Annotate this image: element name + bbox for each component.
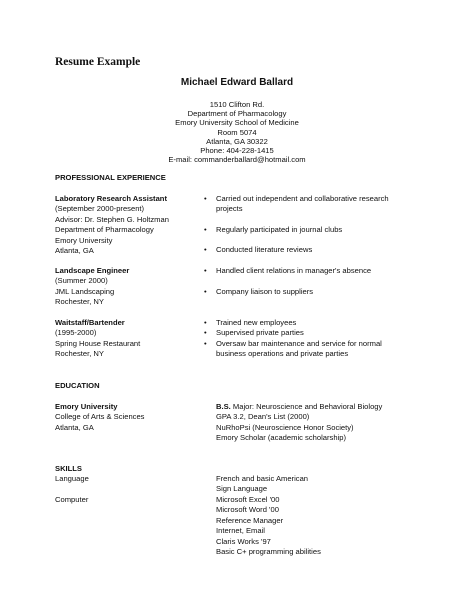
job-2-location: Rochester, NY [55,297,104,307]
job-1-dates: (September 2000-present) [55,204,145,214]
language-item: Sign Language [216,484,268,494]
computer-skill-item: Microsoft Word '00 [216,505,279,515]
language-item: French and basic American [216,474,309,483]
job-1-details [55,194,169,256]
job-1-title: Laboratory Research Assistant [55,194,167,203]
job-3-title: Waitstaff/Bartender [55,318,125,327]
job-3-employer: Spring House Restaurant [55,338,141,348]
address-city: Atlanta, GA 30322 [206,136,268,146]
education-institution [55,402,144,433]
computer-skill-item: Internet, Email [216,526,265,536]
job-3-location: Rochester, NY [55,349,104,359]
duty-text: projects [216,204,243,214]
bullet-icon: • [204,194,207,203]
address-room: Room 5074 [217,127,257,137]
address-street: 1510 Clifton Rd. [209,100,265,109]
job-2-details [55,266,129,308]
school-college: College of Arts & Sciences [55,412,145,422]
contact-phone: Phone: 404-228-1415 [200,146,274,156]
job-3-duty-1: Trained new employees [216,318,297,327]
job-3-details [55,318,140,360]
job-1-duty-1 [216,194,389,215]
skills-computer-list [216,495,321,557]
job-2-title: Landscape Engineer [55,266,130,275]
job-1-duty-3: Conducted literature reviews [216,245,313,254]
computer-skill-item: Claris Works '97 [216,536,271,546]
job-2-duty-2: Company liaison to suppliers [216,287,314,296]
job-2-duty-1: Handled client relations in manager's absence [216,266,372,275]
bullet-icon: • [204,318,207,327]
computer-skill-item: Reference Manager [216,515,284,525]
job-2-dates: (Summer 2000) [55,276,108,286]
education-honor-society: NuRhoPsi (Neuroscience Honor Society) [216,422,354,432]
bullet-icon: • [204,225,207,234]
section-heading-experience: PROFESSIONAL EXPERIENCE [55,173,166,182]
section-heading-education: EDUCATION [55,381,100,390]
job-1-duty-2: Regularly participated in journal clubs [216,225,343,234]
bullet-icon: • [204,245,207,254]
school-location: Atlanta, GA [55,422,94,432]
skills-language-label: Language [55,474,89,483]
skills-computer-label: Computer [55,495,89,504]
bullet-icon: • [204,266,207,275]
job-1-advisor: Advisor: Dr. Stephen G. Holtzman [55,214,169,224]
address-school: Emory University School of Medicine [175,118,299,128]
degree-label: B.S. [216,402,231,411]
duty-text: Carried out independent and collaborative research [216,194,389,203]
document-title: Resume Example [55,56,141,68]
job-1-department: Department of Pharmacology [55,225,154,235]
address-department: Department of Pharmacology [187,109,287,119]
computer-skill-item: Basic C+ programming abilities [216,547,321,557]
skills-language-list [216,474,308,495]
education-gpa: GPA 3.2, Dean's List (2000) [216,412,310,422]
contact-email: E-mail: commanderballard@hotmail.com [168,155,306,165]
duty-text: business operations and private parties [216,349,349,359]
job-1-location: Atlanta, GA [55,246,94,256]
bullet-icon: • [204,328,207,337]
duty-text: Oversaw bar maintenance and service for normal [216,339,382,348]
job-3-dates: (1995-2000) [55,328,97,338]
resume-name: Michael Edward Ballard [180,77,294,88]
school-name: Emory University [55,402,118,411]
degree-line [216,402,382,412]
section-heading-skills: SKILLS [55,464,83,473]
computer-skill-item: Microsoft Excel '00 [216,495,280,504]
job-3-duty-3 [216,339,382,360]
education-scholarship: Emory Scholar (academic scholarship) [216,433,346,443]
bullet-icon: • [204,339,207,348]
job-2-employer: JML Landscaping [55,286,115,296]
degree-major: Major: Neuroscience and Behavioral Biology [230,402,383,411]
job-3-duty-2: Supervised private parties [216,328,304,337]
bullet-icon: • [204,287,207,296]
job-1-employer: Emory University [55,235,113,245]
education-details [216,402,382,444]
contact-block [0,100,474,164]
